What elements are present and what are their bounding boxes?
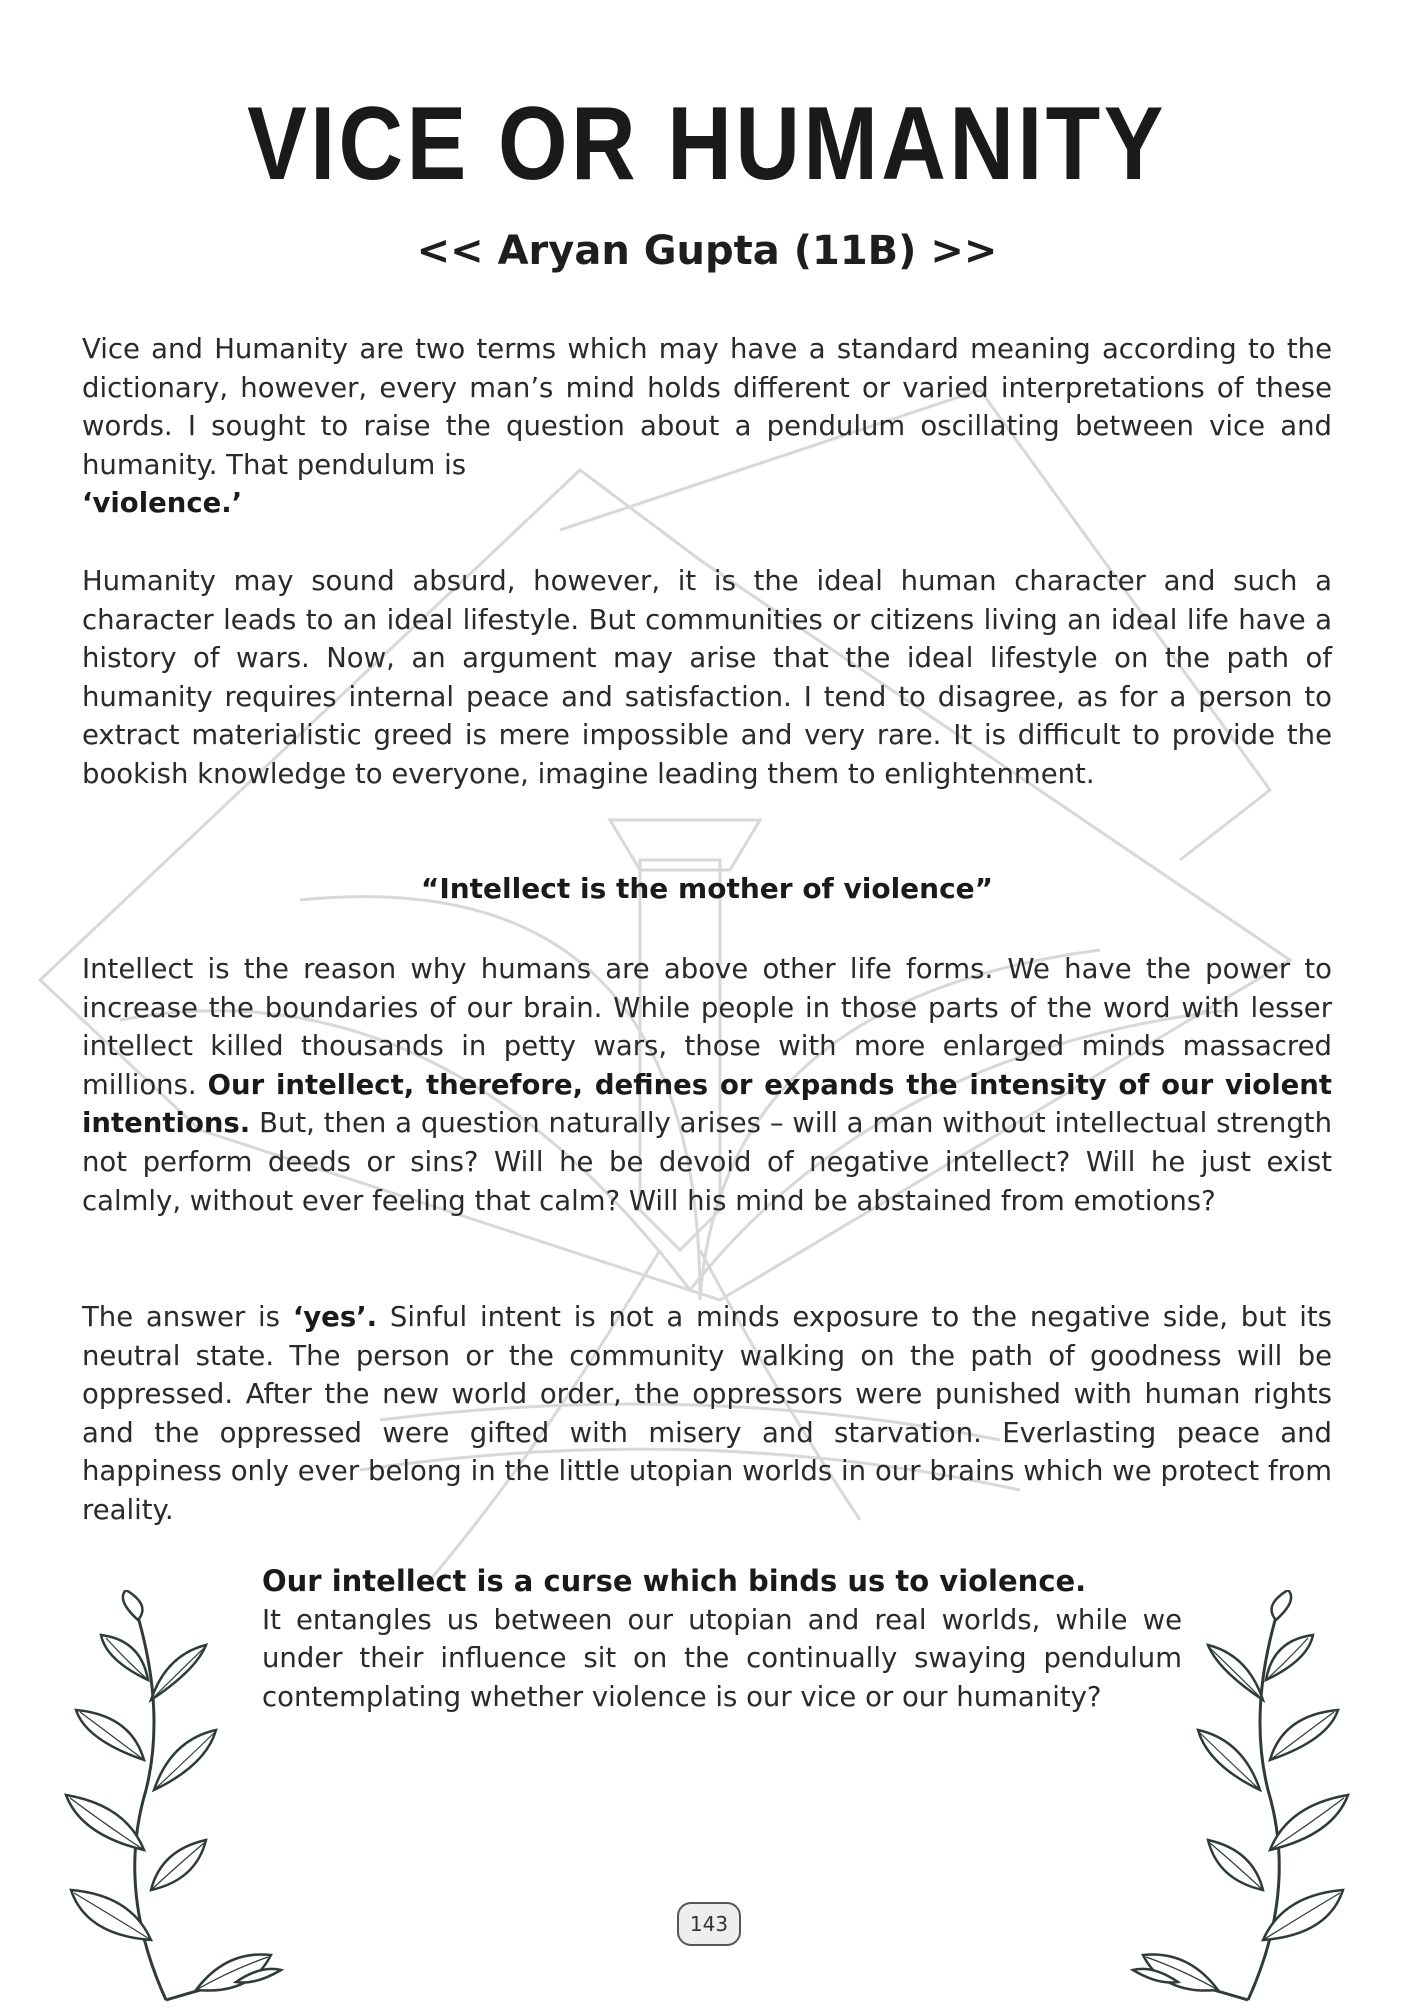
paragraph-answer-end: Sinful intent is not a minds exposure to the negative side, but its neutral state. The person or the community walking on the path of goodness will be oppressed. After the new world order, the oppressors were punished with human rights and the oppressed were gifted with misery and starvation. Everlasting peace and happiness only ever belong in the little utopian worlds in our brains which we protect from reality.	[82, 1301, 1332, 1526]
paragraph-humanity: Humanity may sound absurd, however, it is the ideal human character and such a character leads to an ideal lifestyle. But communities or citizens living an ideal life have a history of wars. Now, an argument may arise that the ideal lifestyle on the path of humanity requires internal peace and satisfaction. I tend to disagree, as for a person to extract materialistic greed is mere impossible and very rare. It is difficult to provide the bookish knowledge to everyone, imagine leading them to enlightenment.	[82, 565, 1332, 790]
closing-paragraph: It entangles us between our utopian and real worlds, while we under their influence sit on the continually swaying pendulum contemplating whether violence is our vice or our humanity?	[262, 1603, 1182, 1713]
leaf-branch-left-icon	[56, 1590, 286, 2010]
page-title: VICE OR HUMANITY	[247, 86, 1167, 202]
author-byline: << Aryan Gupta (11B) >>	[416, 228, 998, 274]
paragraph-answer-start: The answer is	[82, 1301, 281, 1333]
paragraph-answer	[82, 1298, 1332, 1530]
leaf-branch-right-icon	[1128, 1590, 1358, 2010]
closing-block	[262, 1562, 1182, 1716]
paragraph-answer-bold: ‘yes’.	[292, 1301, 378, 1333]
paragraph-intellect-end: But, then a question naturally arises – will a man without intellectual strength not perform deeds or sins? Will he be devoid of negative intellect? Will he just exist calmly, without ever feeling that calm? Will his mind be abstained from emotions?	[82, 1107, 1332, 1217]
paragraph-intro: Vice and Humanity are two terms which may have a standard meaning according to the dictionary, however, every man’s mind holds different or varied interpretations of these words. I sought to raise the question about a pendulum oscillating between vice and humanity. That pendulum is	[82, 333, 1332, 481]
paragraph-intro-emphasis: ‘violence.’	[82, 487, 243, 519]
paragraph-intellect-bold: Our intellect, therefore, defines or expands the intensity of our violent intentions.	[82, 1068, 1332, 1140]
paragraph-intellect-start: Intellect is the reason why humans are above other life forms. We have the power to increase the boundaries of our brain. While people in those parts of the word with lesser intellect killed thousands in petty wars, those with more enlarged minds massacred millions.	[82, 953, 1332, 1101]
paragraph-intellect	[82, 950, 1332, 1220]
closing-statement: Our intellect is a curse which binds us to violence.	[262, 1564, 1087, 1598]
pull-quote: “Intellect is the mother of violence”	[420, 872, 994, 905]
page-number: 143	[677, 1902, 741, 1946]
